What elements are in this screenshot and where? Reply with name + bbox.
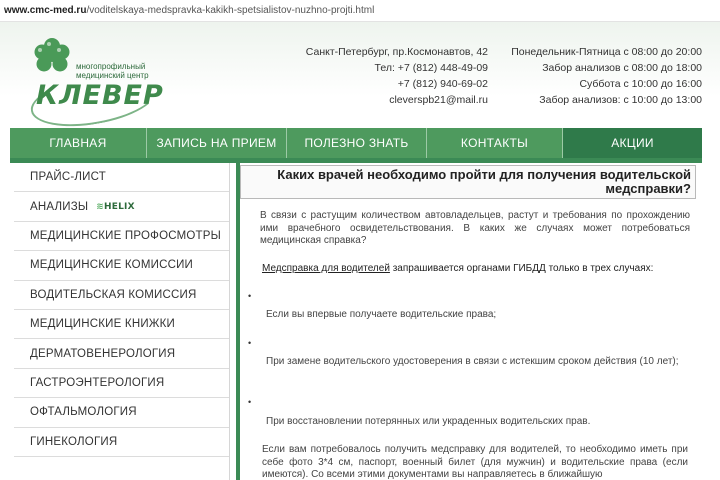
sidebar-item-label: МЕДИЦИНСКИЕ КОМИССИИ bbox=[30, 259, 194, 272]
bullet-1-icon: • bbox=[248, 291, 252, 301]
site-logo[interactable] bbox=[28, 36, 178, 126]
schedule-saturday: Суббота с 10:00 до 16:00 bbox=[579, 78, 702, 90]
case-3: При восстановлении потерянных или украденных водительских прав. bbox=[266, 416, 591, 427]
sidebar-item-label: ГАСТРОЭНТЕРОЛОГИЯ bbox=[30, 376, 165, 389]
helix-logo-text: HELIX bbox=[104, 201, 135, 212]
sidebar-item-gastroenterology[interactable] bbox=[14, 369, 229, 398]
logo-subtitle-line1: многопрофильный bbox=[76, 62, 146, 71]
site-header bbox=[0, 22, 720, 128]
sidebar-item-label: ВОДИТЕЛЬСКАЯ КОМИССИЯ bbox=[30, 288, 197, 301]
sidebar-item-tests[interactable] bbox=[14, 192, 229, 221]
article-lead-rest: запрашивается органами ГИБДД только в трех случаях: bbox=[389, 263, 654, 274]
address-text: Санкт-Петербург, пр.Космонавтов, 42 bbox=[305, 46, 488, 58]
browser-address-bar[interactable] bbox=[0, 0, 720, 22]
sidebar-item-price-list[interactable] bbox=[14, 163, 229, 192]
schedule-tests-weekdays: Забор анализов с 08:00 до 18:00 bbox=[542, 62, 702, 74]
main-nav bbox=[10, 128, 702, 158]
sidebar-item-ophthalmology[interactable] bbox=[14, 398, 229, 427]
nav-home[interactable]: ГЛАВНАЯ bbox=[10, 128, 147, 158]
clover-icon bbox=[28, 36, 76, 84]
case-1: Если вы впервые получаете водительские права; bbox=[266, 309, 497, 320]
sidebar-item-label: ГИНЕКОЛОГИЯ bbox=[30, 435, 118, 448]
url-text[interactable] bbox=[4, 5, 374, 16]
schedule-info bbox=[496, 44, 702, 108]
url-path: /voditelskaya-medspravka-kakikh-spetsialistov-nuzhno-projti.html bbox=[86, 5, 375, 16]
logo-brand: КЛЕВЕР bbox=[36, 80, 164, 111]
bullet-3-icon: • bbox=[248, 397, 252, 407]
sidebar-item-medical-books[interactable] bbox=[14, 310, 229, 339]
contact-info bbox=[292, 44, 488, 108]
sidebar-item-checkups[interactable] bbox=[14, 222, 229, 251]
nav-appointment[interactable]: ЗАПИСЬ НА ПРИЕМ bbox=[147, 128, 287, 158]
article-lead bbox=[262, 263, 692, 276]
phone-1[interactable]: Тел: +7 (812) 448-49-09 bbox=[374, 62, 488, 74]
medspravka-link[interactable]: Медсправка для водителей bbox=[262, 263, 390, 274]
sidebar-item-driver-commission[interactable] bbox=[14, 281, 229, 310]
sidebar-item-label: АНАЛИЗЫ bbox=[30, 200, 89, 213]
article-intro: В связи с растущим количеством автовладельцев, растут и требования по прохождению ими врачебного освидетельствования. В каких же случаях может потребоваться медицинская справка? bbox=[260, 210, 690, 246]
schedule-tests-saturday: Забор анализов: с 10:00 до 13:00 bbox=[539, 94, 702, 106]
sidebar-item-dermatovenerology[interactable] bbox=[14, 339, 229, 368]
phone-2[interactable]: +7 (812) 940-69-02 bbox=[397, 78, 488, 90]
nav-contacts[interactable]: КОНТАКТЫ bbox=[427, 128, 563, 158]
nav-useful-info[interactable]: ПОЛЕЗНО ЗНАТЬ bbox=[287, 128, 427, 158]
url-domain: www.cmc-med.ru bbox=[4, 5, 87, 16]
schedule-weekdays: Понедельник-Пятница с 08:00 до 20:00 bbox=[511, 46, 702, 58]
case-2: При замене водительского удостоверения в связи с истекшим сроком действия (10 лет); bbox=[266, 356, 679, 367]
sidebar-item-commissions[interactable] bbox=[14, 251, 229, 280]
article-title-box bbox=[240, 165, 696, 199]
sidebar-item-label: МЕДИЦИНСКИЕ КНИЖКИ bbox=[30, 318, 175, 331]
content-accent-bar bbox=[236, 163, 240, 480]
nav-promotions[interactable]: АКЦИИ bbox=[563, 128, 702, 158]
bullet-2-icon: • bbox=[248, 338, 252, 348]
sidebar-item-gynecology[interactable] bbox=[14, 428, 229, 457]
article-outro: Если вам потребовалось получить медсправку для водителей, то необходимо иметь при себе фото 3*4 см, паспорт, военный билет (для мужчин) и водительские права (если имеются). Со всеми этими документами вы направляетесь в ближайшую bbox=[262, 444, 688, 480]
article-title: Каких врачей необходимо пройти для получения водительской медсправки? bbox=[277, 167, 691, 196]
sidebar-menu bbox=[14, 163, 230, 480]
sidebar-item-label: ОФТАЛЬМОЛОГИЯ bbox=[30, 406, 137, 419]
article-content bbox=[236, 163, 702, 480]
logo-subtitle-line2: медицинский центр bbox=[76, 71, 149, 80]
email-link[interactable]: cleverspb21@mail.ru bbox=[389, 94, 488, 106]
sidebar-item-label: МЕДИЦИНСКИЕ ПРОФОСМОТРЫ bbox=[30, 229, 222, 242]
sidebar-item-label: ДЕРМАТОВЕНЕРОЛОГИЯ bbox=[30, 347, 176, 360]
helix-logo-icon: ≋HELIX bbox=[96, 201, 135, 212]
sidebar-item-label: ПРАЙС-ЛИСТ bbox=[30, 171, 106, 184]
